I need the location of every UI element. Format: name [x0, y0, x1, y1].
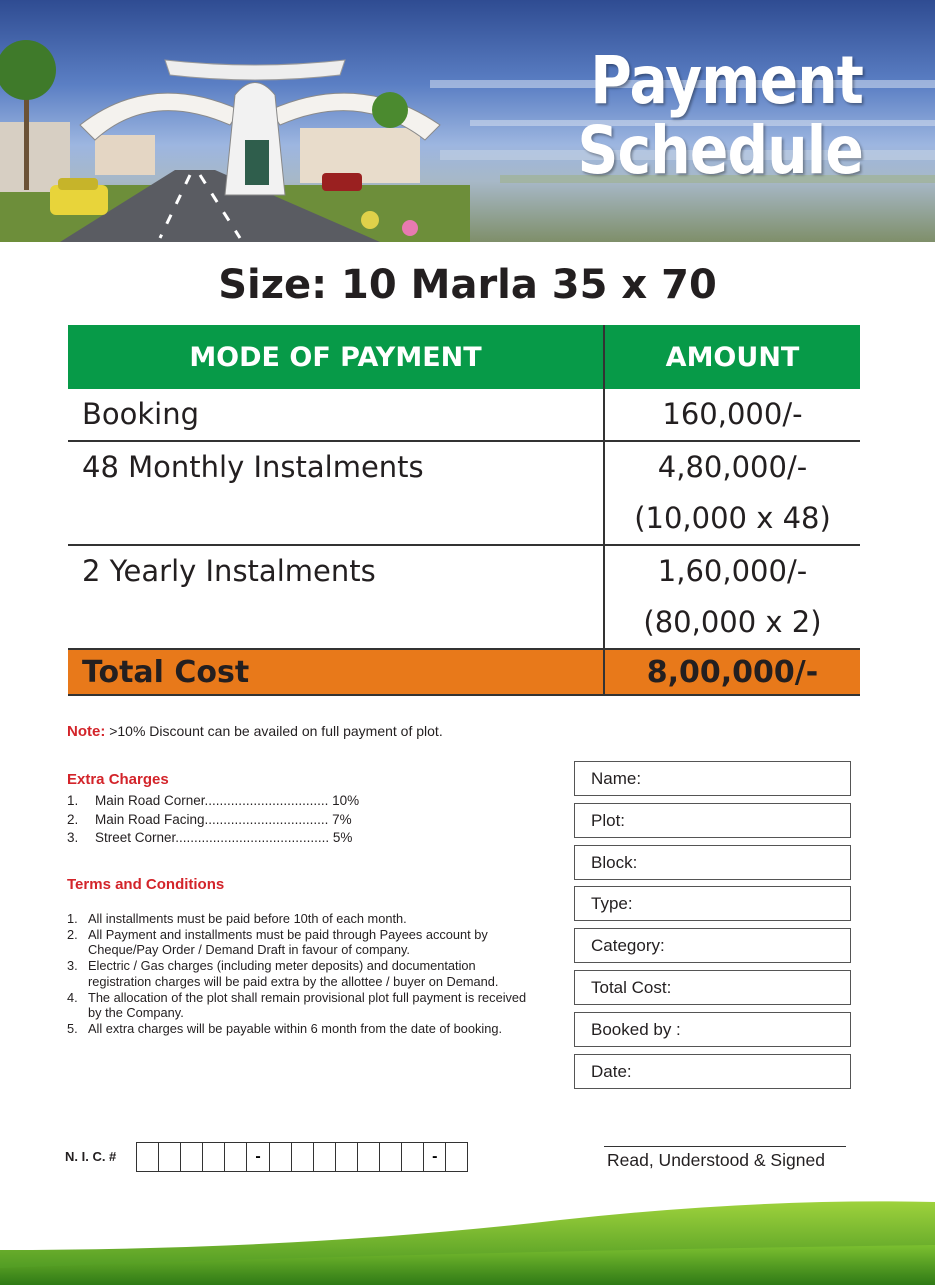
row-mode: Booking [82, 397, 200, 431]
total-cost-label: Total Cost [68, 650, 605, 694]
row-mode: 48 Monthly Instalments [82, 450, 424, 484]
list-item: 3. Electric / Gas charges (including meter deposits) and documentation registration charges will be paid extra by the allottee / buyer on Demand. [67, 958, 499, 989]
banner-title-line1: Payment [590, 42, 863, 119]
terms-title: Terms and Conditions [67, 876, 225, 893]
name-field[interactable]: Name: [574, 761, 851, 796]
nic-cell[interactable] [358, 1143, 380, 1171]
list-item: 5. All extra charges will be payable within 6 month from the date of booking. [67, 1020, 502, 1036]
header-amount: AMOUNT [665, 342, 800, 373]
note-text: >10% Discount can be availed on full payment of plot. [105, 723, 443, 739]
nic-input[interactable] [136, 1142, 468, 1172]
date-field[interactable]: Date: [574, 1054, 851, 1089]
nic-separator: - [424, 1143, 446, 1171]
nic-cell[interactable] [380, 1143, 402, 1171]
nic-cell[interactable] [270, 1143, 292, 1171]
plot-size-title: Size: 10 Marla 35 x 70 [218, 262, 717, 308]
list-item: 2. All Payment and installments must be paid through Payees account by Cheque/Pay Order / Demand Draft in favour of company. [67, 926, 488, 958]
nic-cell[interactable] [181, 1143, 203, 1171]
signature-line [604, 1146, 846, 1147]
row-amount-detail: (80,000 x 2) [643, 605, 822, 639]
nic-cell[interactable] [336, 1143, 358, 1171]
signature-label: Read, Understood & Signed [607, 1150, 825, 1170]
grass-footer-image [0, 1190, 935, 1285]
row-amount-detail: (10,000 x 48) [634, 501, 831, 535]
nic-label: N. I. C. # [65, 1149, 117, 1164]
nic-cell[interactable] [314, 1143, 336, 1171]
nic-separator: - [247, 1143, 269, 1171]
note-label: Note: [67, 723, 106, 740]
booked-by-field[interactable]: Booked by : [574, 1012, 851, 1047]
nic-cell[interactable] [159, 1143, 181, 1171]
list-item: 3. Street Corner......................................... 5% [67, 830, 353, 845]
total-cost-row [68, 650, 860, 696]
nic-cell[interactable] [225, 1143, 247, 1171]
table-row [68, 546, 860, 650]
nic-cell[interactable] [137, 1143, 159, 1171]
total-cost-field[interactable]: Total Cost: [574, 970, 851, 1005]
terms-list [67, 911, 527, 1037]
banner-title-line2: Schedule [577, 112, 863, 189]
type-field[interactable]: Type: [574, 886, 851, 921]
nic-cell[interactable] [446, 1143, 468, 1171]
list-item: 2. Main Road Facing................................. 7% [67, 811, 352, 827]
nic-cell[interactable] [203, 1143, 225, 1171]
row-amount: 160,000/- [662, 397, 803, 431]
plot-field[interactable]: Plot: [574, 803, 851, 838]
list-item: 1. All installments must be paid before 10th of each month. [67, 911, 407, 926]
booking-form [574, 761, 851, 1095]
block-field[interactable]: Block: [574, 845, 851, 880]
table-row [68, 389, 860, 442]
discount-note [67, 723, 443, 740]
extra-charges-title: Extra Charges [67, 771, 169, 788]
category-field[interactable]: Category: [574, 928, 851, 963]
list-item: 1. Main Road Corner................................. 10% [67, 793, 360, 808]
header-mode-of-payment: MODE OF PAYMENT [68, 325, 605, 389]
payment-schedule-table [68, 325, 860, 696]
nic-cell[interactable] [402, 1143, 424, 1171]
row-amount: 1,60,000/- [657, 554, 808, 588]
nic-cell[interactable] [292, 1143, 314, 1171]
banner-title [577, 42, 863, 189]
table-row [68, 442, 860, 546]
row-mode: 2 Yearly Instalments [82, 554, 376, 588]
table-header-row [68, 325, 860, 389]
header-banner [0, 0, 935, 242]
extra-charges-list [67, 792, 359, 848]
row-amount: 4,80,000/- [657, 450, 808, 484]
total-cost-amount: 8,00,000/- [646, 655, 819, 690]
list-item: 4. The allocation of the plot shall remain provisional plot full payment is received by the Company. [67, 989, 527, 1021]
